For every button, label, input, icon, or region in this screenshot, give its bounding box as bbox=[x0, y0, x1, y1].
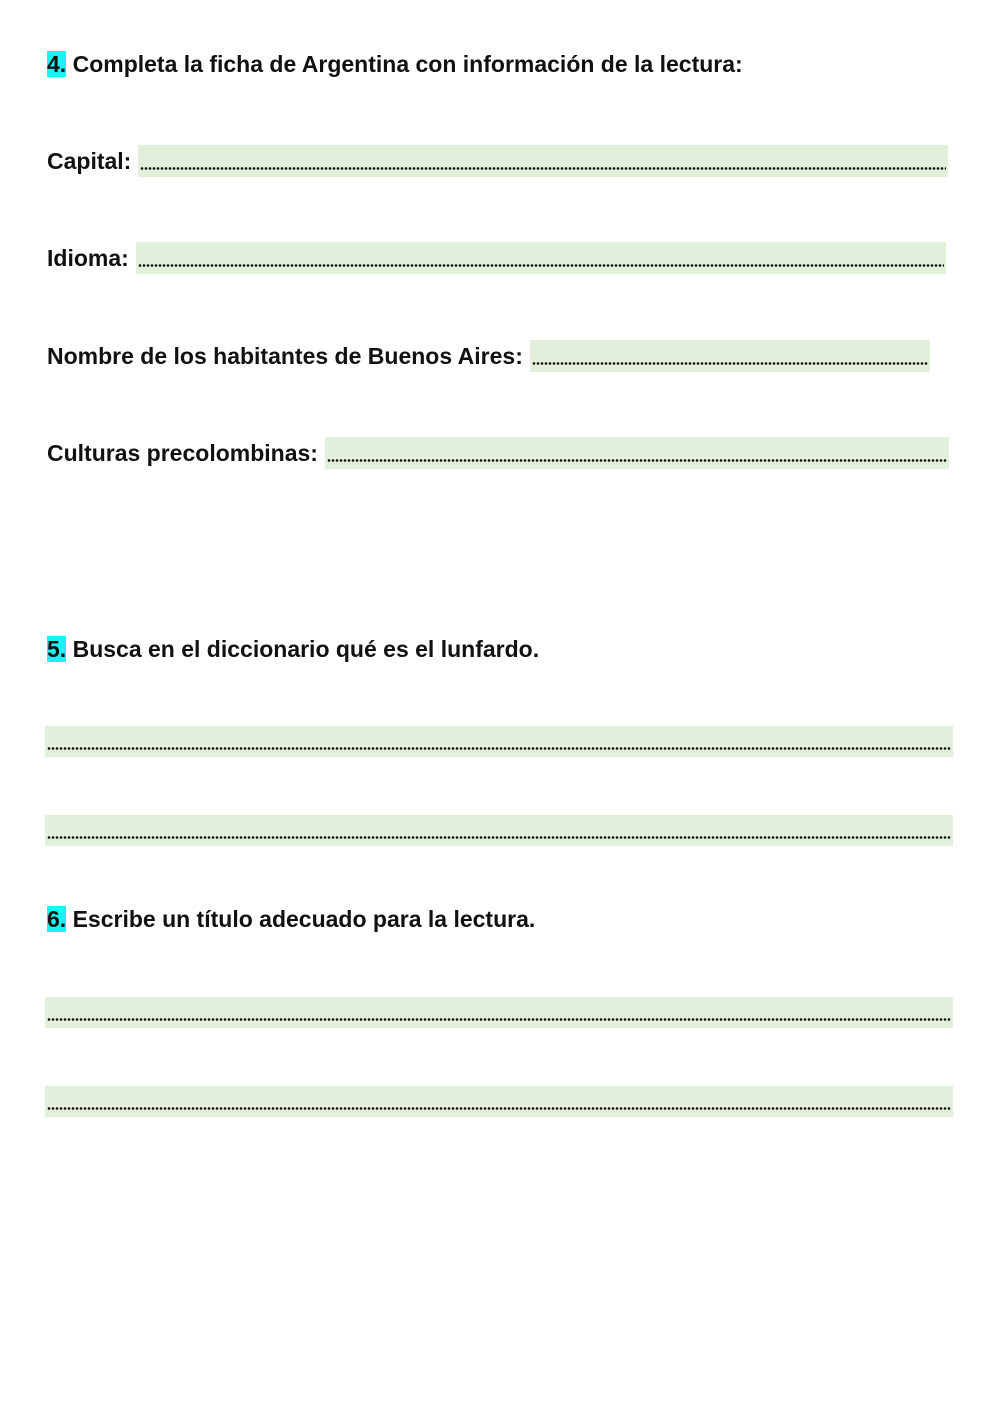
answer-field-idioma[interactable] bbox=[136, 242, 946, 274]
question-text: Escribe un título adecuado para la lectura. bbox=[66, 906, 536, 932]
field-row-idioma bbox=[47, 242, 946, 274]
question-6-heading bbox=[47, 904, 535, 934]
field-label-culturas: Culturas precolombinas: bbox=[47, 440, 318, 466]
question-number: 4. bbox=[47, 51, 67, 77]
field-row-capital bbox=[47, 145, 948, 177]
answer-field-capital[interactable] bbox=[138, 145, 948, 177]
answer-line-q5-1[interactable] bbox=[45, 726, 953, 757]
answer-line-q6-1[interactable] bbox=[45, 997, 953, 1028]
field-label-habitantes: Nombre de los habitantes de Buenos Aires: bbox=[47, 343, 523, 369]
field-row-habitantes bbox=[47, 340, 930, 372]
field-label-capital: Capital: bbox=[47, 148, 132, 174]
answer-field-habitantes[interactable] bbox=[530, 340, 930, 372]
question-text: Completa la ficha de Argentina con información de la lectura: bbox=[66, 51, 743, 77]
question-text: Busca en el diccionario qué es el lunfardo. bbox=[66, 636, 540, 662]
question-number: 6. bbox=[47, 906, 67, 932]
answer-line-q6-2[interactable] bbox=[45, 1086, 953, 1117]
question-number: 5. bbox=[47, 636, 67, 662]
answer-line-q5-2[interactable] bbox=[45, 815, 953, 846]
field-label-idioma: Idioma: bbox=[47, 245, 129, 271]
question-4-heading bbox=[47, 49, 743, 79]
answer-field-culturas[interactable] bbox=[325, 437, 949, 469]
field-row-culturas bbox=[47, 437, 949, 469]
question-5-heading bbox=[47, 634, 539, 664]
